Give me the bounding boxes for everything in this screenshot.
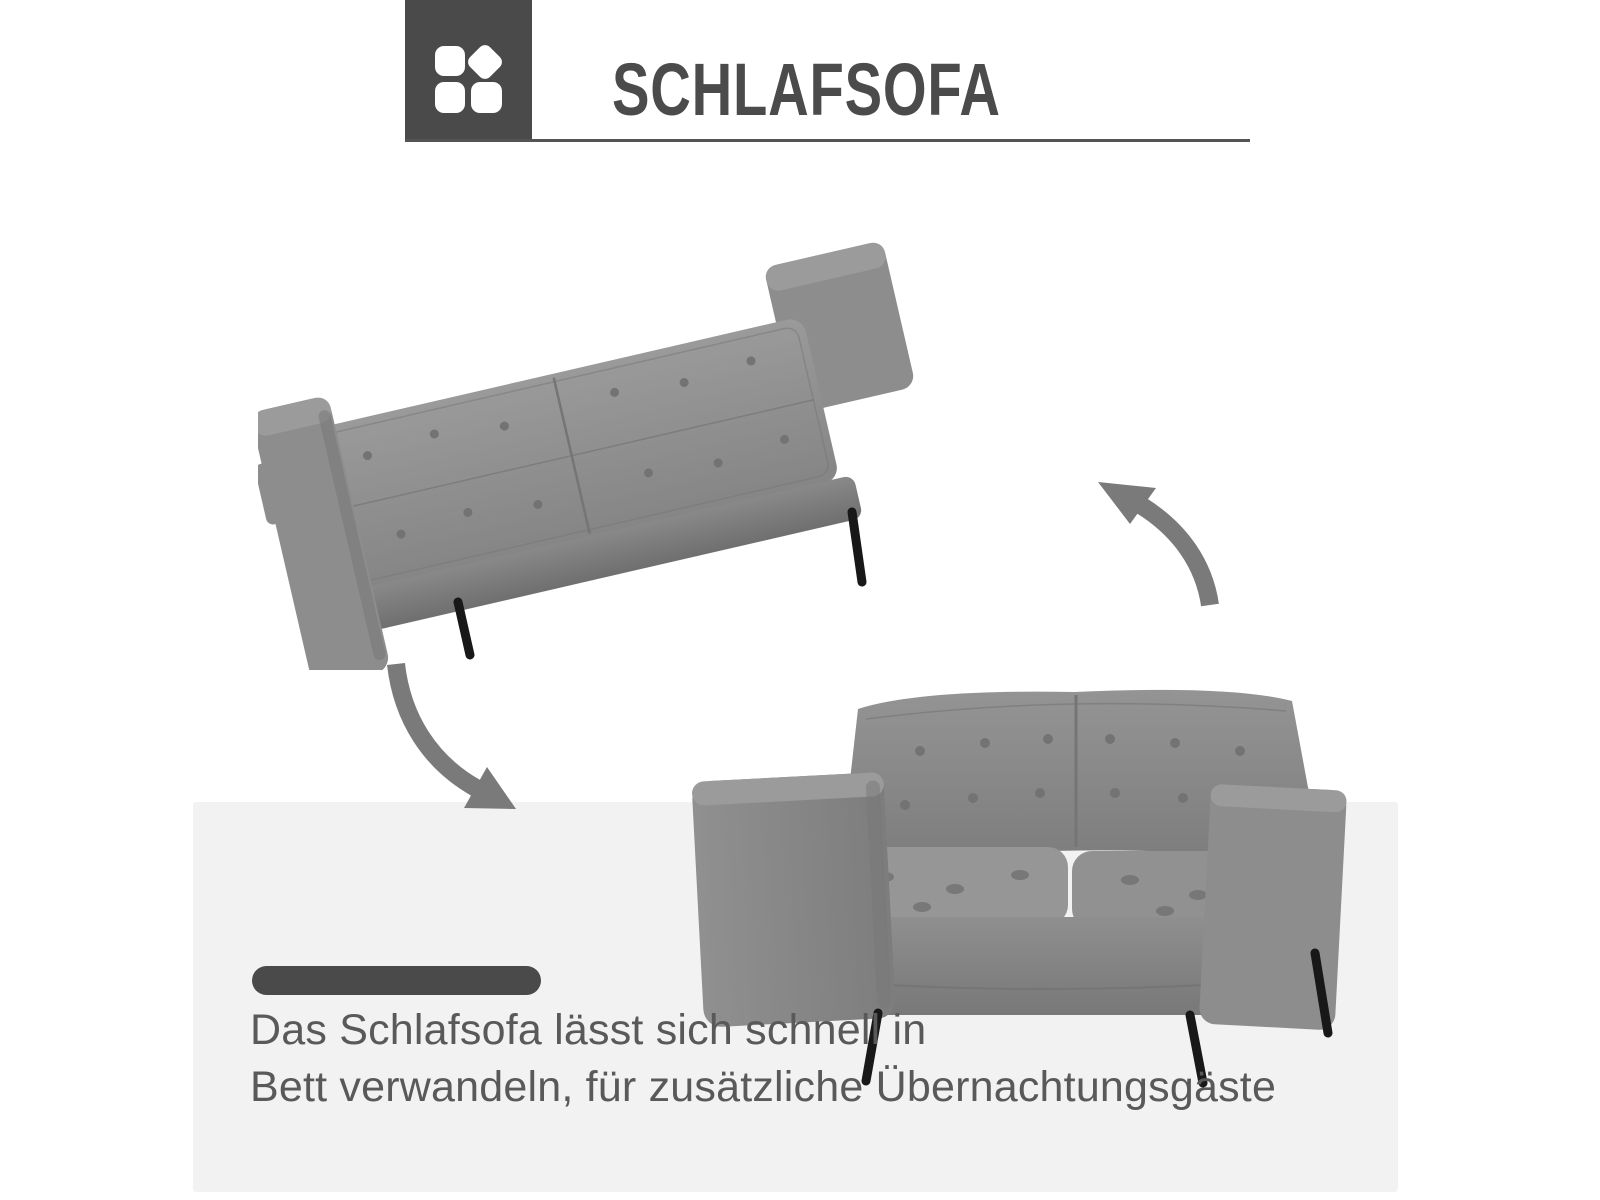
- product-description: [250, 1002, 1370, 1116]
- page-title: SCHLAFSOFA: [612, 48, 1001, 131]
- convert-arrow-down-icon: [350, 650, 540, 820]
- brand-logo-block: [405, 0, 532, 140]
- app-grid-icon: [405, 0, 532, 140]
- highlight-bar: [252, 966, 541, 995]
- description-line-1: Das Schlafsofa lässt sich schnell in: [250, 1006, 927, 1054]
- convert-arrow-up-icon: [1060, 468, 1235, 620]
- sofa-bed-unfolded-illustration: [258, 240, 948, 670]
- title-underline: [405, 139, 1250, 142]
- description-line-2: Bett verwandeln, für zusätzliche Übernachtungsgäste: [250, 1063, 1277, 1111]
